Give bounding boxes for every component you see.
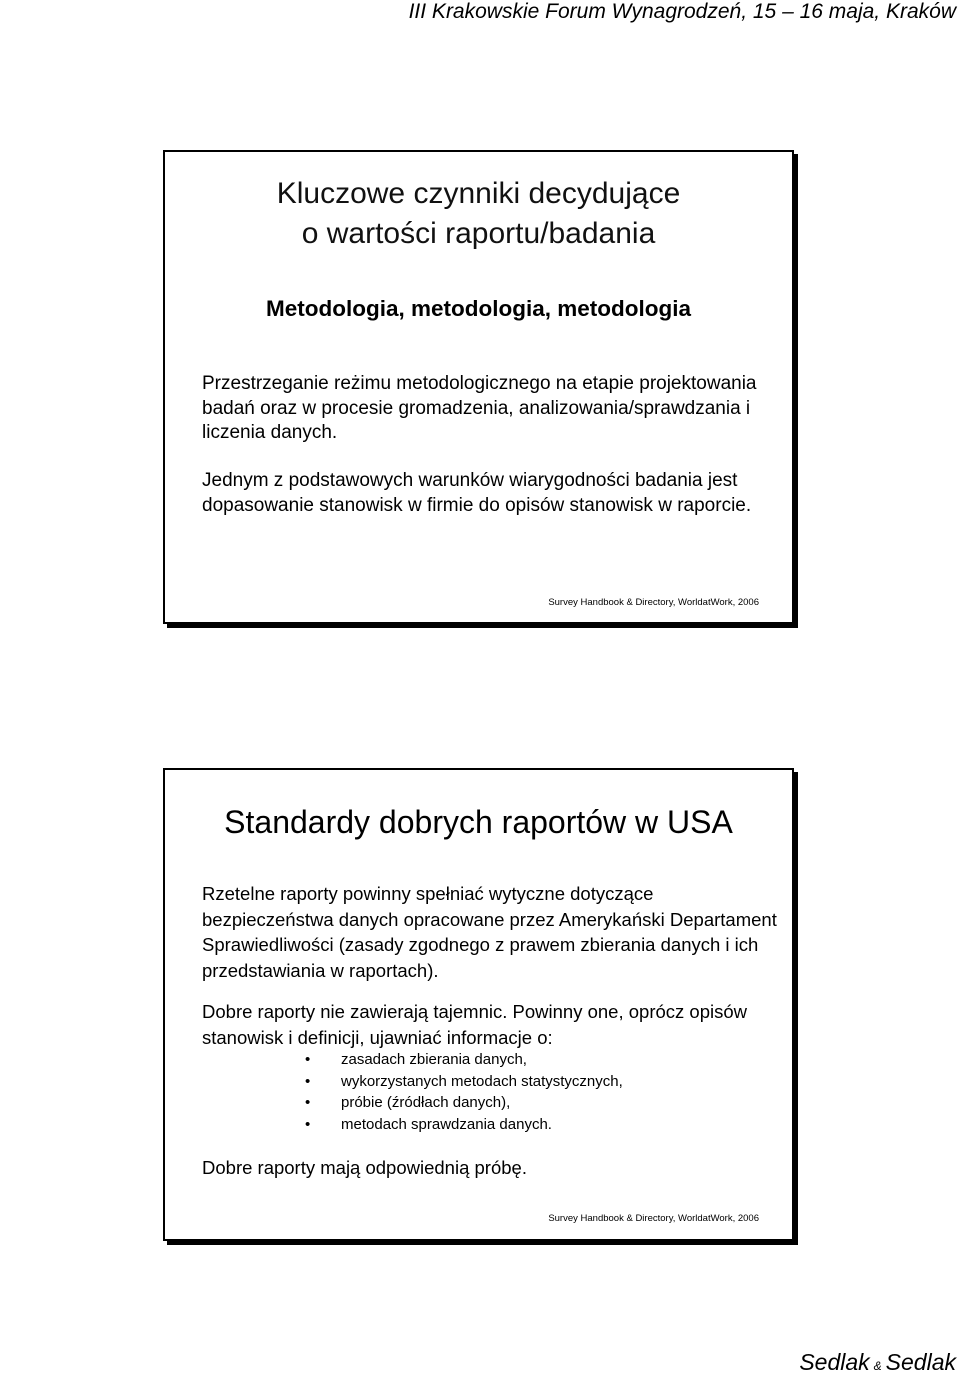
bullet-icon: •	[305, 1051, 311, 1068]
list-item-label: próbie (źródłach danych),	[341, 1094, 511, 1111]
slide-title-line-1: Kluczowe czynniki decydujące	[276, 177, 681, 210]
paragraph-data-security: Rzetelne raporty powinny spełniać wytyczne dotyczące bezpieczeństwa danych opracowane przez Amerykański Departament Sprawiedliwości (zasady zgodnego z prawem zbierania danych i ich przedstawiania w raportach).	[202, 883, 777, 981]
slide-usa-standards	[163, 768, 794, 1241]
slide-key-factors	[163, 150, 794, 624]
bullet-icon: •	[305, 1115, 311, 1133]
list-item	[305, 1114, 623, 1136]
list-item	[305, 1049, 623, 1071]
paragraph-sample: Dobre raporty mają odpowiednią próbę.	[202, 1157, 527, 1178]
list-item-label: metodach sprawdzania danych.	[341, 1115, 552, 1133]
list-item-label: zasadach zbierania danych,	[341, 1051, 527, 1068]
list-item	[305, 1092, 623, 1114]
slide-title: Standardy dobrych raportów w USA	[224, 804, 733, 840]
list-item-label: wykorzystanych metodach statystycznych,	[341, 1072, 623, 1090]
source-citation: Survey Handbook & Directory, WorldatWork, 2006	[548, 597, 759, 608]
bullet-list	[305, 1049, 623, 1135]
paragraph-methodology: Przestrzeganie reżimu metodologicznego na etapie projektowania badań oraz w procesie gromadzenia, analizowania/sprawdzania i liczenia danych.	[202, 373, 757, 443]
page-footer	[799, 1349, 956, 1380]
list-item	[305, 1071, 623, 1093]
slide-title	[165, 174, 792, 254]
slide-subtitle: Metodologia, metodologia, metodologia	[266, 296, 691, 321]
paragraph-reliability: Jednym z podstawowych warunków wiarygodności badania jest dopasowanie stanowisk w firmie do opisów stanowisk w raporcie.	[202, 470, 752, 516]
page-header: III Krakowskie Forum Wynagrodzeń, 15 – 16 maja, Kraków	[408, 0, 956, 23]
bullet-icon: •	[305, 1072, 311, 1090]
paragraph-disclosure: Dobre raporty nie zawierają tajemnic. Powinny one, oprócz opisów stanowisk i definicji, ujawniać informacje o:	[202, 1001, 747, 1048]
footer-brand-part-2: Sedlak	[885, 1349, 956, 1375]
footer-brand-part-1: Sedlak	[799, 1349, 870, 1375]
footer-ampersand: &	[873, 1359, 882, 1373]
slide-title-line-2: o wartości raportu/badania	[301, 217, 656, 250]
source-citation: Survey Handbook & Directory, WorldatWork, 2006	[548, 1213, 759, 1224]
bullet-icon: •	[305, 1094, 311, 1111]
